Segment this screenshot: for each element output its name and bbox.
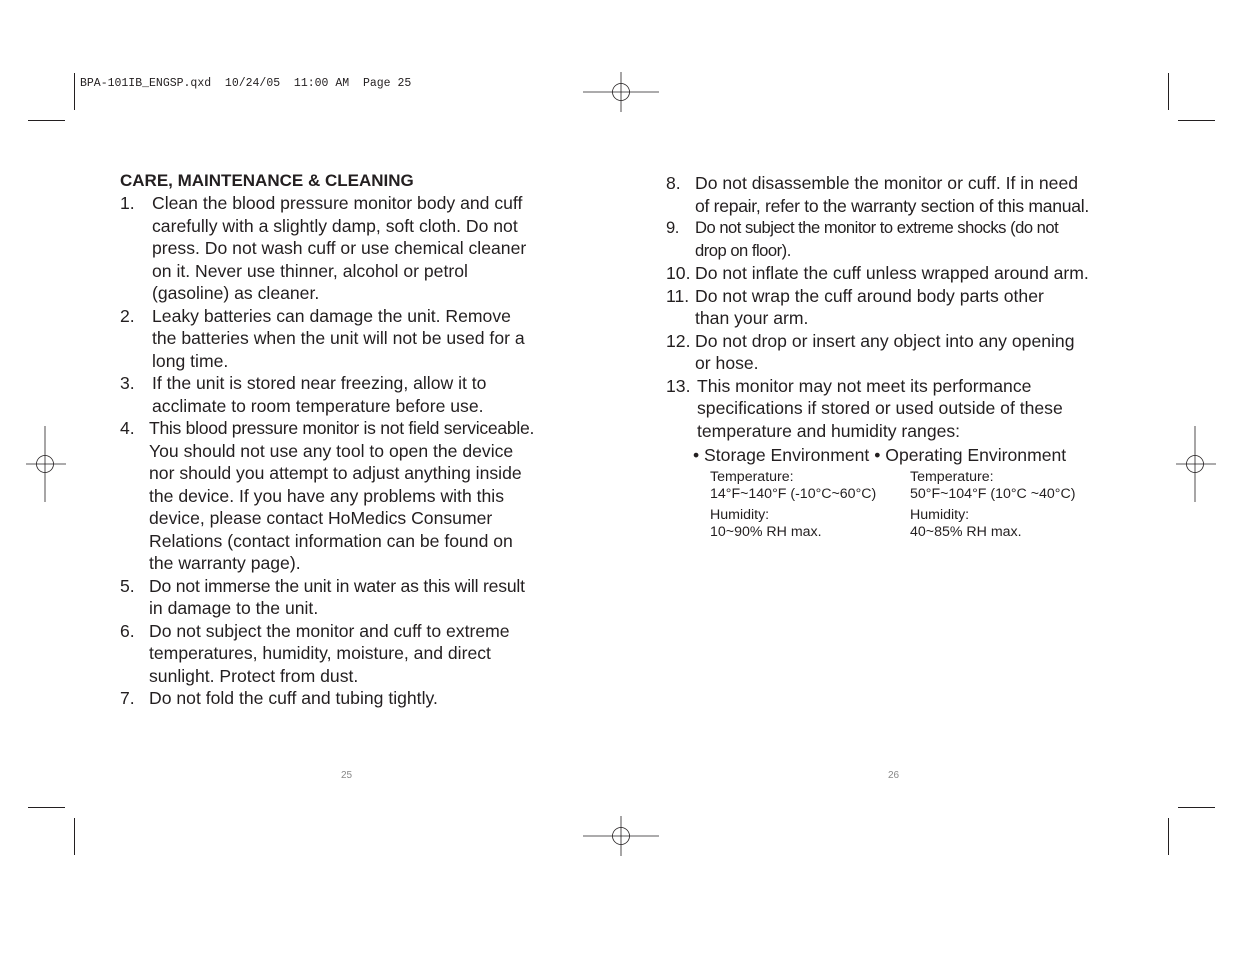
item-number: 13.	[666, 375, 691, 396]
crop-mark-bottom-right-vertical	[1168, 818, 1169, 855]
operating-humidity-value: 40~85% RH max.	[910, 523, 1022, 540]
text-line: of repair, refer to the warranty section of this manual.	[695, 195, 1089, 216]
page-number-left: 25	[341, 770, 353, 781]
item-number: 8.	[666, 173, 681, 193]
crop-mark-bottom-right-horizontal	[1178, 807, 1215, 808]
item-text	[695, 330, 1136, 375]
environment-bullets: • Storage Environment • Operating Environment	[693, 445, 1067, 465]
crop-mark-top-right-horizontal	[1178, 120, 1215, 121]
text-line: carefully with a slightly damp, soft cloth. Do not	[152, 215, 518, 236]
right-page-content	[666, 172, 1136, 545]
section-heading: CARE, MAINTENANCE & CLEANING	[120, 171, 414, 190]
list-item-6	[120, 620, 590, 688]
text-line: If the unit is stored near freezing, allow it to	[152, 373, 487, 393]
text-line: Leaky batteries can damage the unit. Remove	[152, 305, 511, 326]
list-item-8	[666, 172, 1136, 217]
item-text	[149, 620, 590, 688]
storage-temperature-value: 14°F~140°F (-10°C~60°C)	[710, 485, 877, 502]
item-text	[695, 262, 1136, 285]
page-number-right: 26	[888, 770, 900, 781]
list-item-7	[120, 687, 590, 710]
crop-mark-bottom-left-vertical	[74, 818, 75, 855]
text-line: on it. Never use thinner, alcohol or petrol	[152, 260, 468, 281]
text-line: Do not wrap the cuff around body parts other	[695, 285, 1044, 306]
text-line: device, please contact HoMedics Consumer	[149, 508, 493, 528]
operating-environment-specs	[910, 469, 1110, 545]
item-number: 2.	[120, 305, 135, 326]
item-number: 7.	[120, 688, 135, 708]
item-text	[149, 575, 590, 620]
text-line: press. Do not wash cuff or use chemical cleaner	[152, 238, 527, 258]
list-item-9	[666, 217, 1136, 262]
print-slug: BPA-101IB_ENGSP.qxd 10/24/05 11:00 AM Page 25	[80, 77, 412, 90]
text-line: Relations (contact information can be found on	[149, 530, 513, 551]
item-number: 5.	[120, 575, 135, 596]
operating-temperature-value: 50°F~104°F (10°C ~40°C)	[910, 485, 1076, 502]
list-item-4	[120, 417, 590, 575]
text-line: Do not drop or insert any object into any opening	[695, 330, 1075, 351]
text-line: sunlight. Protect from dust.	[149, 665, 359, 686]
text-line: temperature and humidity ranges:	[697, 420, 961, 441]
text-line: the device. If you have any problems with this	[149, 485, 504, 506]
item-number: 6.	[120, 620, 135, 641]
text-line: nor should you attempt to adjust anything inside	[149, 463, 522, 483]
registration-mark-right-icon	[1176, 426, 1216, 502]
text-line: Do not fold the cuff and tubing tightly.	[149, 688, 438, 708]
text-line: than your arm.	[695, 308, 809, 328]
operating-temperature-label: Temperature:	[910, 468, 994, 485]
item-text	[152, 192, 590, 305]
text-line: This blood pressure monitor is not field serviceable.	[149, 418, 535, 438]
text-line: the warranty page).	[149, 553, 301, 573]
text-line: acclimate to room temperature before use.	[152, 395, 484, 416]
item-number: 4.	[120, 418, 135, 438]
storage-humidity-value: 10~90% RH max.	[710, 523, 822, 540]
item-text	[149, 417, 590, 575]
text-line: or hose.	[695, 353, 759, 373]
registration-mark-left-icon	[26, 426, 66, 502]
text-line: Do not disassemble the monitor or cuff. If in need	[695, 173, 1079, 193]
text-line: Do not subject the monitor and cuff to extreme	[149, 620, 510, 641]
registration-mark-bottom-icon	[583, 816, 659, 856]
item-text	[697, 375, 1136, 443]
text-line: This monitor may not meet its performance	[697, 375, 1032, 396]
registration-mark-top-icon	[583, 72, 659, 112]
text-line: Do not subject the monitor to extreme shocks (do not	[695, 218, 1059, 237]
left-page-content	[120, 170, 590, 710]
storage-environment-specs	[710, 469, 910, 545]
text-line: drop on floor).	[695, 240, 791, 260]
text-line: Do not inflate the cuff unless wrapped around arm.	[695, 263, 1089, 283]
item-number: 9.	[666, 218, 679, 237]
item-text	[695, 172, 1136, 217]
list-item-12	[666, 330, 1136, 375]
text-line: Clean the blood pressure monitor body and cuff	[152, 193, 523, 213]
crop-mark-top-left-horizontal	[28, 120, 65, 121]
item-text	[152, 305, 590, 373]
item-number: 10.	[666, 263, 691, 283]
list-item-10	[666, 262, 1136, 285]
crop-mark-top-left-vertical	[74, 73, 75, 110]
text-line: in damage to the unit.	[149, 598, 319, 618]
text-line: You should not use any tool to open the device	[149, 440, 514, 461]
list-item-11	[666, 285, 1136, 330]
item-number: 1.	[120, 193, 135, 213]
list-item-5	[120, 575, 590, 620]
crop-mark-top-right-vertical	[1168, 73, 1169, 110]
text-line: the batteries when the unit will not be used for a	[152, 328, 525, 348]
item-text	[695, 217, 1136, 262]
environment-table	[710, 469, 1136, 545]
item-number: 11.	[666, 285, 690, 306]
item-text	[149, 687, 590, 710]
item-number: 3.	[120, 373, 135, 393]
item-text	[152, 372, 590, 417]
storage-temperature-label: Temperature:	[710, 468, 794, 485]
text-line: (gasoline) as cleaner.	[152, 283, 320, 303]
item-number: 12.	[666, 330, 691, 351]
storage-humidity-label: Humidity:	[710, 506, 770, 523]
text-line: temperatures, humidity, moisture, and direct	[149, 643, 491, 663]
list-item-2	[120, 305, 590, 373]
operating-humidity-label: Humidity:	[910, 506, 970, 523]
text-line: specifications if stored or used outside of these	[697, 398, 1063, 418]
crop-mark-bottom-left-horizontal	[28, 807, 65, 808]
list-item-1	[120, 192, 590, 305]
text-line: Do not immerse the unit in water as this will result	[149, 575, 525, 596]
item-text	[695, 285, 1136, 330]
list-item-13	[666, 375, 1136, 443]
list-item-3	[120, 372, 590, 417]
text-line: long time.	[152, 350, 229, 371]
